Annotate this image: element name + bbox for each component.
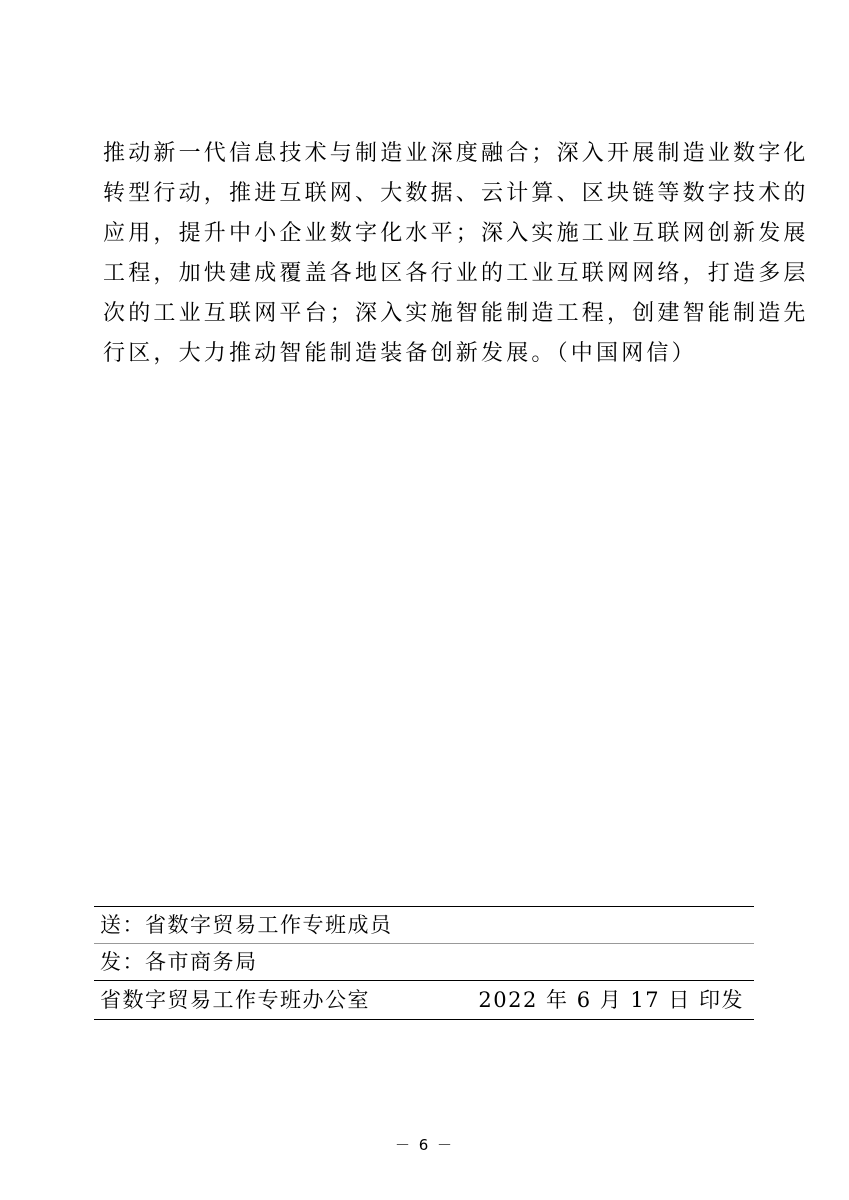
body-line: 次的工业互联网平台；深入实施智能制造工程，创建智能制造先 xyxy=(103,301,809,326)
imprint-line xyxy=(94,981,754,1019)
distribution-block xyxy=(94,906,754,1020)
body-line: 工程，加快建成覆盖各地区各行业的工业互联网网络，打造多层 xyxy=(103,261,809,286)
body-line: 推动新一代信息技术与制造业深度融合；深入开展制造业数字化 xyxy=(103,141,809,166)
body-line: 行区，大力推动智能制造装备创新发展。（中国网信） xyxy=(103,341,697,366)
body-line: 转型行动，推进互联网、大数据、云计算、区块链等数字技术的 xyxy=(103,181,809,206)
bottom-rule xyxy=(94,1019,754,1020)
send-to-line: 送：省数字贸易工作专班成员 xyxy=(100,913,393,937)
print-date: 2022 年 6 月 17 日 印发 xyxy=(478,988,744,1012)
body-paragraph xyxy=(103,134,809,374)
page-number: － 6 － xyxy=(394,1136,455,1154)
issue-to-line: 发：各市商务局 xyxy=(100,950,258,974)
body-line: 应用，提升中小企业数字化水平；深入实施工业互联网创新发展 xyxy=(103,221,809,246)
issuer-name: 省数字贸易工作专班办公室 xyxy=(100,988,370,1012)
